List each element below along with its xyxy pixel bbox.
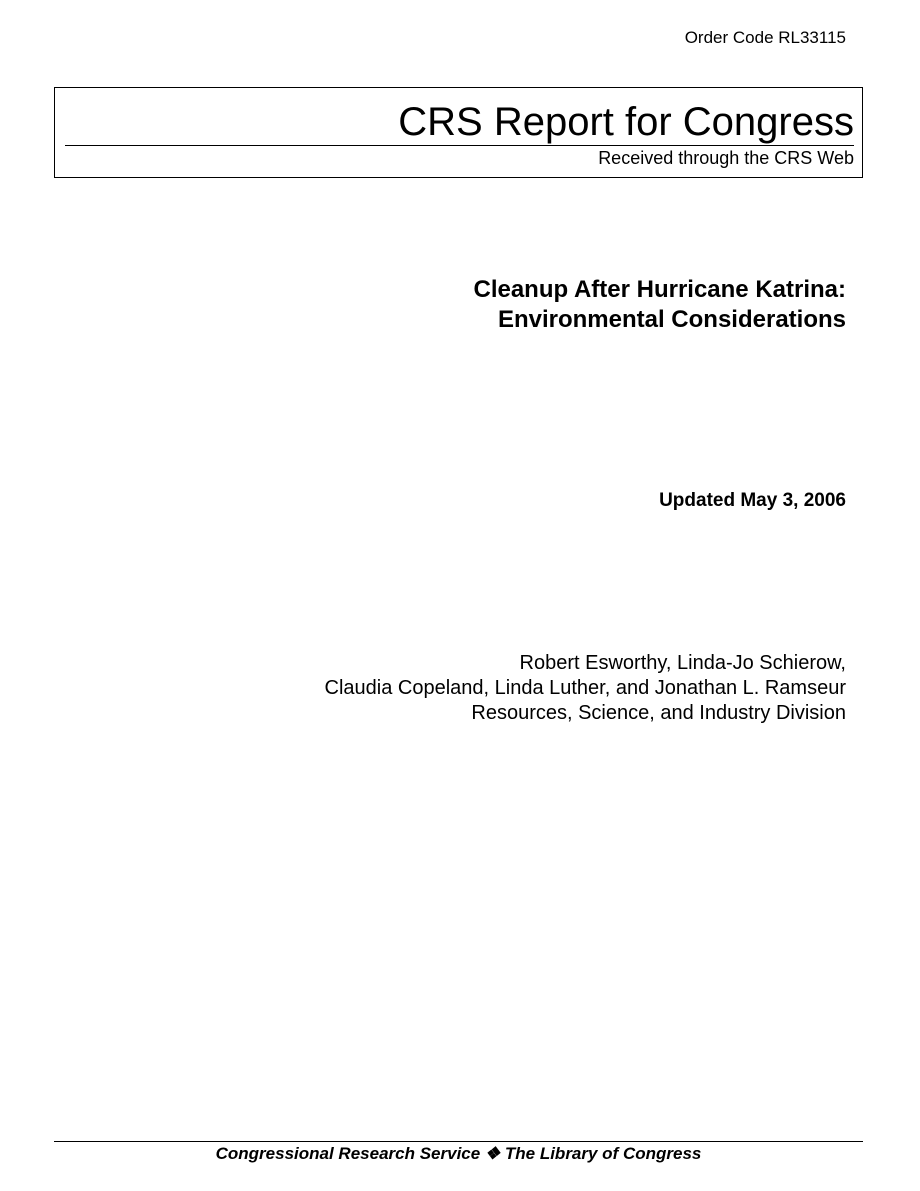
division-line: Resources, Science, and Industry Division: [471, 702, 846, 724]
report-title: [473, 275, 846, 335]
report-title-line-1: Cleanup After Hurricane Katrina:: [473, 276, 846, 303]
footer-text: Congressional Research Service ❖ The Library of Congress: [215, 1144, 702, 1163]
footer-divider: [54, 1141, 863, 1142]
report-title-line-2: Environmental Considerations: [497, 306, 846, 333]
masthead-title: CRS Report for Congress: [398, 100, 854, 144]
updated-date: Updated May 3, 2006: [659, 490, 846, 511]
masthead-box: [54, 87, 863, 178]
authors-line-2: Claudia Copeland, Linda Luther, and Jonathan L. Ramseur: [324, 677, 846, 699]
masthead-divider: [65, 145, 854, 146]
authors-line-1: Robert Esworthy, Linda-Jo Schierow,: [519, 652, 846, 674]
authors-block: [325, 651, 846, 726]
masthead-subtitle: Received through the CRS Web: [598, 148, 854, 168]
order-code: Order Code RL33115: [684, 28, 846, 47]
